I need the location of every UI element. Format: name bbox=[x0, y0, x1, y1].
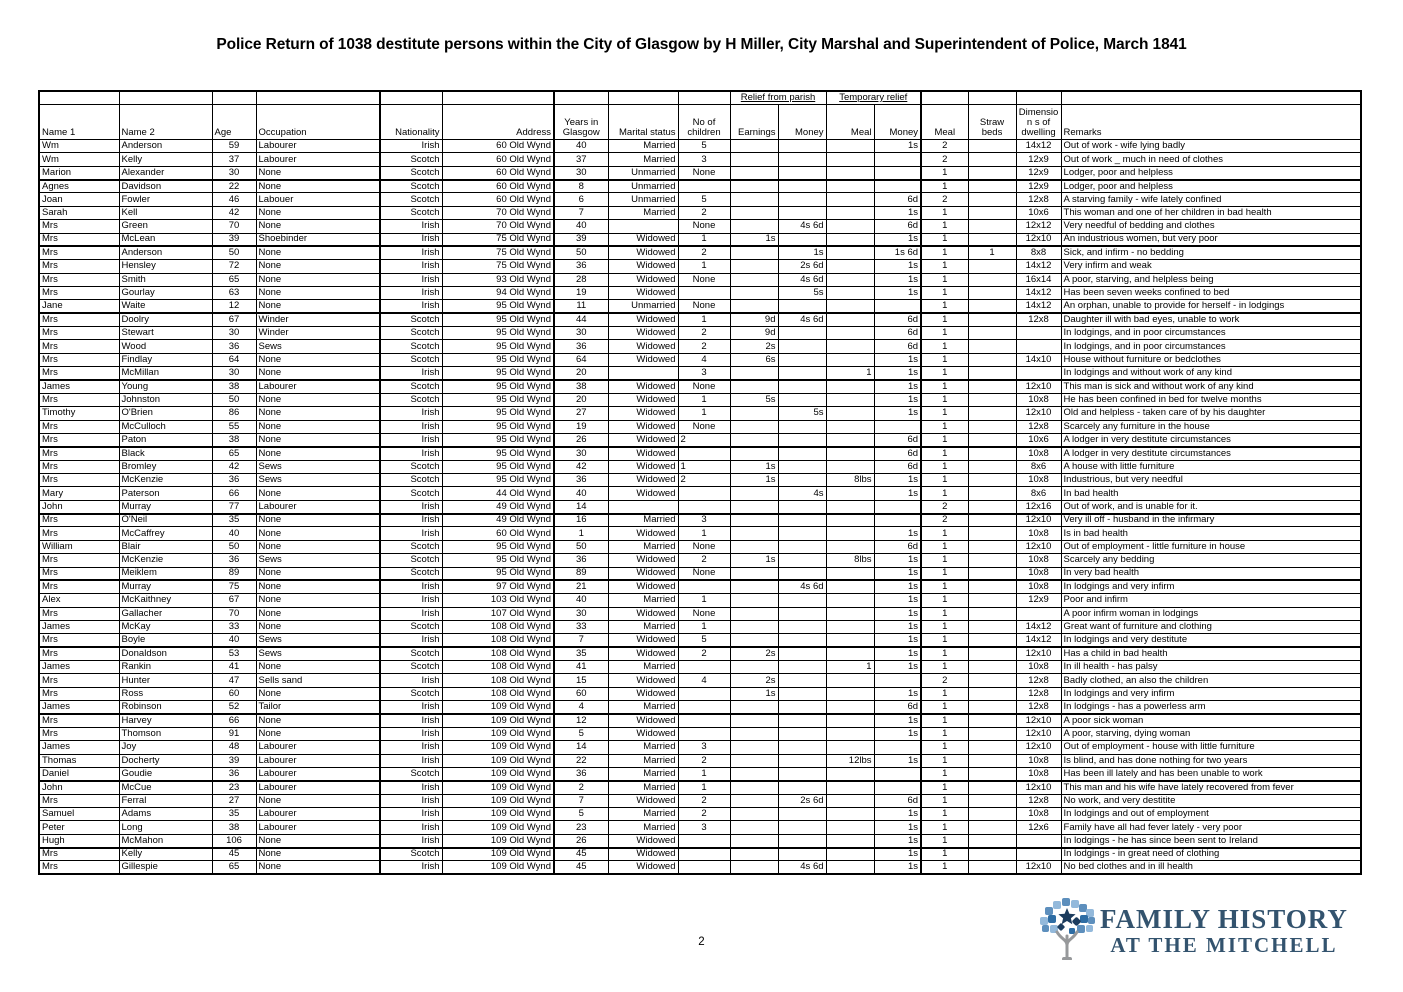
column-header-name1: Name 1 bbox=[39, 105, 119, 140]
table-row: Mrs Boyle 40 Sews Irish 108 Old Wynd 7 Widowed 5 1s 1 14x12 In lodgings and very destitute bbox=[39, 634, 1361, 647]
page-number: 2 bbox=[698, 936, 705, 948]
column-header-temporary-meal: Meal bbox=[921, 105, 968, 140]
table-row: Jane Waite 12 None Irish 95 Old Wynd 11 Unmarried None 1 14x12 An orphan, unable to provide for herself - in lodgings bbox=[39, 300, 1361, 313]
table-row: Mrs Murray 75 None Irish 97 Old Wynd 21 Widowed 4s 6d 1s 1 10x8 In lodgings and very infirm bbox=[39, 580, 1361, 593]
table-row: Mrs Paton 38 None Irish 95 Old Wynd 26 Widowed 2 6d 1 10x6 A lodger in very destitute circumstances bbox=[39, 433, 1361, 446]
table-row: Mrs McCulloch 55 None Irish 95 Old Wynd 19 Widowed None 1 12x8 Scarcely any furniture in the house bbox=[39, 420, 1361, 433]
column-header-address: Address bbox=[442, 105, 554, 140]
group-header-temporary-relief: Temporary relief bbox=[826, 91, 921, 105]
table-row: Wm Kelly 37 Labourer Scotch 60 Old Wynd 37 Married 3 2 12x9 Out of work _ much in need of clothes bbox=[39, 153, 1361, 166]
table-row: Mrs Gourlay 63 None Irish 94 Old Wynd 19 Widowed 5s 1s 1 14x12 Has been seven weeks confined to bed bbox=[39, 286, 1361, 299]
table-row: Mary Paterson 66 None Scotch 44 Old Wynd 40 Widowed 4s 1s 1 8x6 In bad health bbox=[39, 487, 1361, 500]
table-row: Mrs Hensley 72 None Irish 75 Old Wynd 36 Widowed 1 2s 6d 1s 1 14x12 Very infirm and weak bbox=[39, 260, 1361, 273]
column-header-nationality: Nationality bbox=[380, 105, 442, 140]
table-row: Mrs Green 70 None Irish 70 Old Wynd 40 None 4s 6d 6d 1 12x12 Very needful of bedding and clothes bbox=[39, 220, 1361, 233]
table-row: Mrs Wood 36 Sews Scotch 95 Old Wynd 36 Widowed 2 2s 6d 1 In lodgings, and in poor circumstances bbox=[39, 340, 1361, 353]
table-row: Mrs Anderson 50 None Irish 75 Old Wynd 50 Widowed 2 1s 1s 6d 1 1 8x8 Sick, and infirm - no bedding bbox=[39, 246, 1361, 259]
table-row: Mrs Findlay 64 None Scotch 95 Old Wynd 64 Widowed 4 6s 1s 1 14x10 House without furniture or bedclothes bbox=[39, 353, 1361, 366]
column-header-remarks: Remarks bbox=[1061, 105, 1361, 140]
column-header-marital-status: Marital status bbox=[608, 105, 678, 140]
table-row: James Robinson 52 Tailor Irish 109 Old Wynd 4 Married 6d 1 12x8 In lodgings - has a powerless arm bbox=[39, 701, 1361, 714]
table-row: Mrs Donaldson 53 Sews Scotch 108 Old Wynd 35 Widowed 2 2s 1s 1 12x10 Has a child in bad health bbox=[39, 647, 1361, 660]
table-row: Mrs McCaffrey 40 None Irish 60 Old Wynd 1 Widowed 1 1s 1 10x8 Is in bad health bbox=[39, 527, 1361, 540]
destitute-persons-table-wrap bbox=[38, 90, 1362, 875]
table-row: James McKay 33 None Scotch 108 Old Wynd 33 Married 1 1s 1 14x12 Great want of furniture and clothing bbox=[39, 620, 1361, 633]
column-header-earnings: Earnings bbox=[730, 105, 778, 140]
table-row: Mrs Harvey 66 None Irish 109 Old Wynd 12 Widowed 1s 1 12x10 A poor sick woman bbox=[39, 714, 1361, 727]
logo-text bbox=[1100, 906, 1348, 958]
table-row: John McCue 23 Labourer Irish 109 Old Wynd 2 Married 1 1 12x10 This man and his wife have lately recovered from fever bbox=[39, 781, 1361, 794]
table-row: Mrs Kelly 45 None Scotch 109 Old Wynd 45 Widowed 1s 1 In lodgings - in great need of clothing bbox=[39, 848, 1361, 861]
column-header-straw-beds: Straw beds bbox=[968, 105, 1016, 140]
table-row: Thomas Docherty 39 Labourer Irish 109 Old Wynd 22 Married 2 12lbs 1s 1 10x8 Is blind, and has done nothing for two years bbox=[39, 754, 1361, 767]
column-header-occupation: Occupation bbox=[256, 105, 380, 140]
table-row: Timothy O'Brien 86 None Irish 95 Old Wynd 27 Widowed 1 5s 1s 1 12x10 Old and helpless - taken care of by his daughter bbox=[39, 407, 1361, 420]
destitute-persons-table bbox=[38, 90, 1362, 875]
table-row: Hugh McMahon 106 None Irish 109 Old Wynd 26 Widowed 1s 1 In lodgings - he has since been sent to Ireland bbox=[39, 834, 1361, 847]
column-header-row bbox=[39, 105, 1361, 140]
group-header-relief-from-parish: Relief from parish bbox=[730, 91, 826, 105]
table-row: Mrs Gillespie 65 None Irish 109 Old Wynd 45 Widowed 4s 6d 1s 1 12x10 No bed clothes and in ill health bbox=[39, 861, 1361, 874]
table-row: Mrs McLean 39 Shoebinder Irish 75 Old Wynd 39 Widowed 1 1s 1s 1 12x10 An industrious women, but very poor bbox=[39, 233, 1361, 246]
table-row: Sarah Kell 42 None Scotch 70 Old Wynd 7 Married 2 1s 1 10x6 This woman and one of her children in bad health bbox=[39, 206, 1361, 219]
column-header-no-of-children: No of children bbox=[678, 105, 730, 140]
logo-line2: AT THE MITCHELL bbox=[1110, 933, 1338, 957]
column-header-name2: Name 2 bbox=[119, 105, 212, 140]
table-row: Mrs McKenzie 36 Sews Scotch 95 Old Wynd 36 Widowed 2 1s 8lbs 1s 1 10x8 Scarcely any bedding bbox=[39, 554, 1361, 567]
family-history-logo bbox=[1040, 898, 1348, 960]
tree-icon bbox=[1040, 898, 1096, 960]
table-row: Joan Fowler 46 Labouer Scotch 60 Old Wynd 6 Unmarried 5 6d 2 12x8 A starving family - wife lately confined bbox=[39, 193, 1361, 206]
column-header-parish-money: Money bbox=[778, 105, 826, 140]
table-row: Mrs Meiklem 89 None Scotch 95 Old Wynd 89 Widowed None 1s 1 10x8 In very bad health bbox=[39, 567, 1361, 580]
table-row: Mrs Doolry 67 Winder Scotch 95 Old Wynd 44 Widowed 1 9d 4s 6d 6d 1 12x8 Daughter ill with bad eyes, unable to work bbox=[39, 313, 1361, 326]
table-row: Mrs Gallacher 70 None Irish 107 Old Wynd 30 Widowed None 1s 1 A poor infirm woman in lodgings bbox=[39, 607, 1361, 620]
column-header-parish-meal: Meal bbox=[826, 105, 874, 140]
table-row: Mrs McKenzie 36 Sews Scotch 95 Old Wynd 36 Widowed 2 1s 8lbs 1s 1 10x8 Industrious, but very needful bbox=[39, 473, 1361, 486]
table-row: Agnes Davidson 22 None Scotch 60 Old Wynd 8 Unmarried 1 12x9 Lodger, poor and helpless bbox=[39, 180, 1361, 193]
page-title: Police Return of 1038 destitute persons within the City of Glasgow by H Miller, City Marshal and Superintendent of Police, March 1841 bbox=[216, 36, 1187, 53]
column-header-years-in-glasgow: Years in Glasgow bbox=[554, 105, 608, 140]
table-row: Mrs McMillan 30 None Irish 95 Old Wynd 20 3 1 1s 1 In lodgings and without work of any kind bbox=[39, 367, 1361, 380]
table-row: Mrs O'Neil 35 None Irish 49 Old Wynd 16 Married 3 2 12x10 Very ill off - husband in the infirmary bbox=[39, 514, 1361, 527]
table-row: James Joy 48 Labourer Irish 109 Old Wynd 14 Married 3 1 12x10 Out of employment - house with little furniture bbox=[39, 741, 1361, 754]
table-row: William Blair 50 None Scotch 95 Old Wynd 50 Married None 6d 1 12x10 Out of employment - little furniture in house bbox=[39, 540, 1361, 553]
table-row: Alex McKaithney 67 None Irish 103 Old Wynd 40 Married 1 1s 1 12x9 Poor and infirm bbox=[39, 594, 1361, 607]
logo-line1: FAMILY HISTORY bbox=[1100, 904, 1348, 934]
column-header-age: Age bbox=[212, 105, 256, 140]
column-header-dimensions-of-dwelling: Dimension s of dwelling bbox=[1016, 105, 1061, 140]
table-row: Mrs Stewart 30 Winder Scotch 95 Old Wynd 30 Widowed 2 9d 6d 1 In lodgings, and in poor circumstances bbox=[39, 327, 1361, 340]
table-row: John Murray 77 Labourer Irish 49 Old Wynd 14 2 12x16 Out of work, and is unable for it. bbox=[39, 500, 1361, 513]
group-header-row bbox=[39, 91, 1361, 105]
table-row: Mrs Ferral 27 None Irish 109 Old Wynd 7 Widowed 2 2s 6d 6d 1 12x8 No work, and very destitite bbox=[39, 794, 1361, 807]
table-row: Mrs Thomson 91 None Irish 109 Old Wynd 5 Widowed 1s 1 12x10 A poor, starving, dying woman bbox=[39, 727, 1361, 740]
table-row: Peter Long 38 Labourer Irish 109 Old Wynd 23 Married 3 1s 1 12x6 Family have all had fever lately - very poor bbox=[39, 821, 1361, 834]
table-row: James Young 38 Labourer Scotch 95 Old Wynd 38 Widowed None 1s 1 12x10 This man is sick and without work of any kind bbox=[39, 380, 1361, 393]
table-row: Samuel Adams 35 Labourer Irish 109 Old Wynd 5 Married 2 1s 1 10x8 In lodgings and out of employment bbox=[39, 807, 1361, 820]
table-row: Mrs Black 65 None Irish 95 Old Wynd 30 Widowed 6d 1 10x8 A lodger in very destitute circumstances bbox=[39, 447, 1361, 460]
table-row: Mrs Bromley 42 Sews Scotch 95 Old Wynd 42 Widowed 1 1s 6d 1 8x6 A house with little furniture bbox=[39, 460, 1361, 473]
table-row: Marion Alexander 30 None Scotch 60 Old Wynd 30 Unmarried None 1 12x9 Lodger, poor and helpless bbox=[39, 166, 1361, 179]
table-row: Mrs Hunter 47 Sells sand Irish 108 Old Wynd 15 Widowed 4 2s 2 12x8 Badly clothed, an also the children bbox=[39, 674, 1361, 687]
table-row: James Rankin 41 None Scotch 108 Old Wynd 41 Married 1 1s 1 10x8 In ill health - has palsy bbox=[39, 661, 1361, 674]
table-row: Mrs Smith 65 None Irish 93 Old Wynd 28 Widowed None 4s 6d 1s 1 16x14 A poor, starving, and helpless being bbox=[39, 273, 1361, 286]
table-row: Wm Anderson 59 Labourer Irish 60 Old Wynd 40 Married 5 1s 2 14x12 Out of work - wife lying badly bbox=[39, 140, 1361, 153]
column-header-temporary-money: Money bbox=[874, 105, 921, 140]
table-row: Mrs Johnston 50 None Scotch 95 Old Wynd 20 Widowed 1 5s 1s 1 10x8 He has been confined in bed for twelve months bbox=[39, 393, 1361, 406]
table-row: Daniel Goudie 36 Labourer Scotch 109 Old Wynd 36 Married 1 1 10x8 Has been ill lately and has been unable to work bbox=[39, 767, 1361, 780]
table-row: Mrs Ross 60 None Scotch 108 Old Wynd 60 Widowed 1s 1s 1 12x8 In lodgings and very infirm bbox=[39, 687, 1361, 700]
